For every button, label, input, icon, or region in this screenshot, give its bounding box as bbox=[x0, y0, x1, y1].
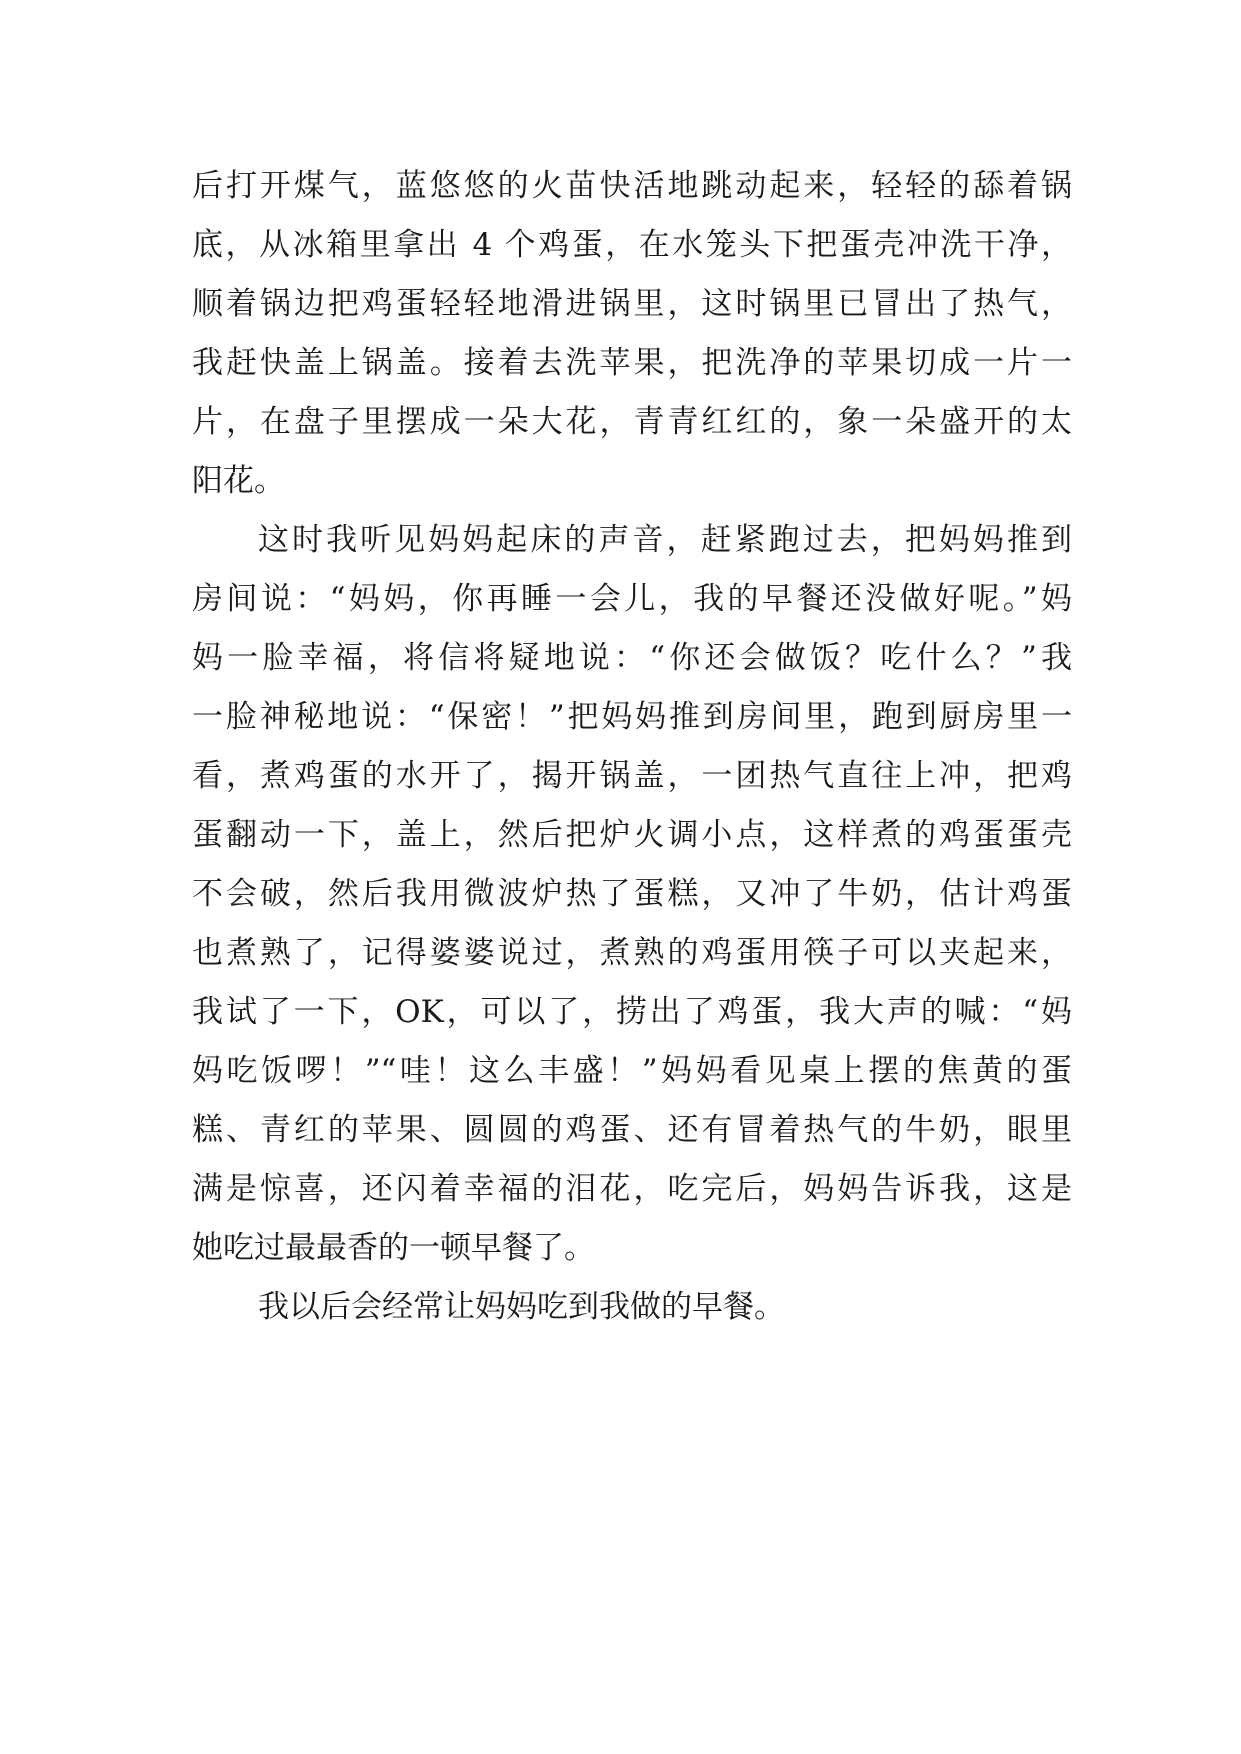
text-line: 这时我听见妈妈起床的声音，赶紧跑过去，把妈妈推到 bbox=[258, 522, 1072, 558]
text-line: 看，煮鸡蛋的水开了，揭开锅盖，一团热气直往上冲，把鸡 bbox=[192, 758, 1072, 794]
text-line: 满是惊喜，还闪着幸福的泪花，吃完后，妈妈告诉我，这是 bbox=[192, 1171, 1072, 1207]
text-line: 顺着锅边把鸡蛋轻轻地滑进锅里，这时锅里已冒出了热气， bbox=[192, 286, 1072, 322]
text-line: 她吃过最最香的一顿早餐了。 bbox=[192, 1230, 595, 1266]
text-line: 我赶快盖上锅盖。接着去洗苹果，把洗净的苹果切成一片一 bbox=[192, 345, 1072, 381]
text-line: 妈吃饭啰！”“哇！这么丰盛！”妈妈看见桌上摆的焦黄的蛋 bbox=[192, 1053, 1072, 1089]
text-line: 房间说：“妈妈，你再睡一会儿，我的早餐还没做好呢。”妈 bbox=[192, 581, 1072, 617]
text-line: 妈一脸幸福，将信将疑地说：“你还会做饭？吃什么？”我 bbox=[192, 640, 1072, 676]
text-line: 一脸神秘地说：“保密！”把妈妈推到房间里，跑到厨房里一 bbox=[192, 699, 1072, 735]
text-line: 我以后会经常让妈妈吃到我做的早餐。 bbox=[258, 1289, 785, 1325]
text-line: 片，在盘子里摆成一朵大花，青青红红的，象一朵盛开的太 bbox=[192, 404, 1072, 440]
text-line: 也煮熟了，记得婆婆说过，煮熟的鸡蛋用筷子可以夹起来， bbox=[192, 935, 1072, 971]
paragraph-2 bbox=[192, 511, 1072, 1278]
text-line: 不会破，然后我用微波炉热了蛋糕，又冲了牛奶，估计鸡蛋 bbox=[192, 876, 1072, 912]
text-line: 后打开煤气，蓝悠悠的火苗快活地跳动起来，轻轻的舔着锅 bbox=[192, 168, 1072, 204]
text-line: 我试了一下，OK，可以了，捞出了鸡蛋，我大声的喊：“妈 bbox=[192, 994, 1072, 1030]
text-line: 糕、青红的苹果、圆圆的鸡蛋、还有冒着热气的牛奶，眼里 bbox=[192, 1112, 1072, 1148]
text-line: 蛋翻动一下，盖上，然后把炉火调小点，这样煮的鸡蛋蛋壳 bbox=[192, 817, 1072, 853]
text-line: 底，从冰箱里拿出 4 个鸡蛋，在水笼头下把蛋壳冲洗干净， bbox=[192, 227, 1072, 263]
text-line: 阳花。 bbox=[192, 463, 285, 499]
paragraph-1 bbox=[192, 157, 1072, 511]
paragraph-3 bbox=[192, 1278, 1072, 1337]
document-body bbox=[192, 157, 1072, 1337]
